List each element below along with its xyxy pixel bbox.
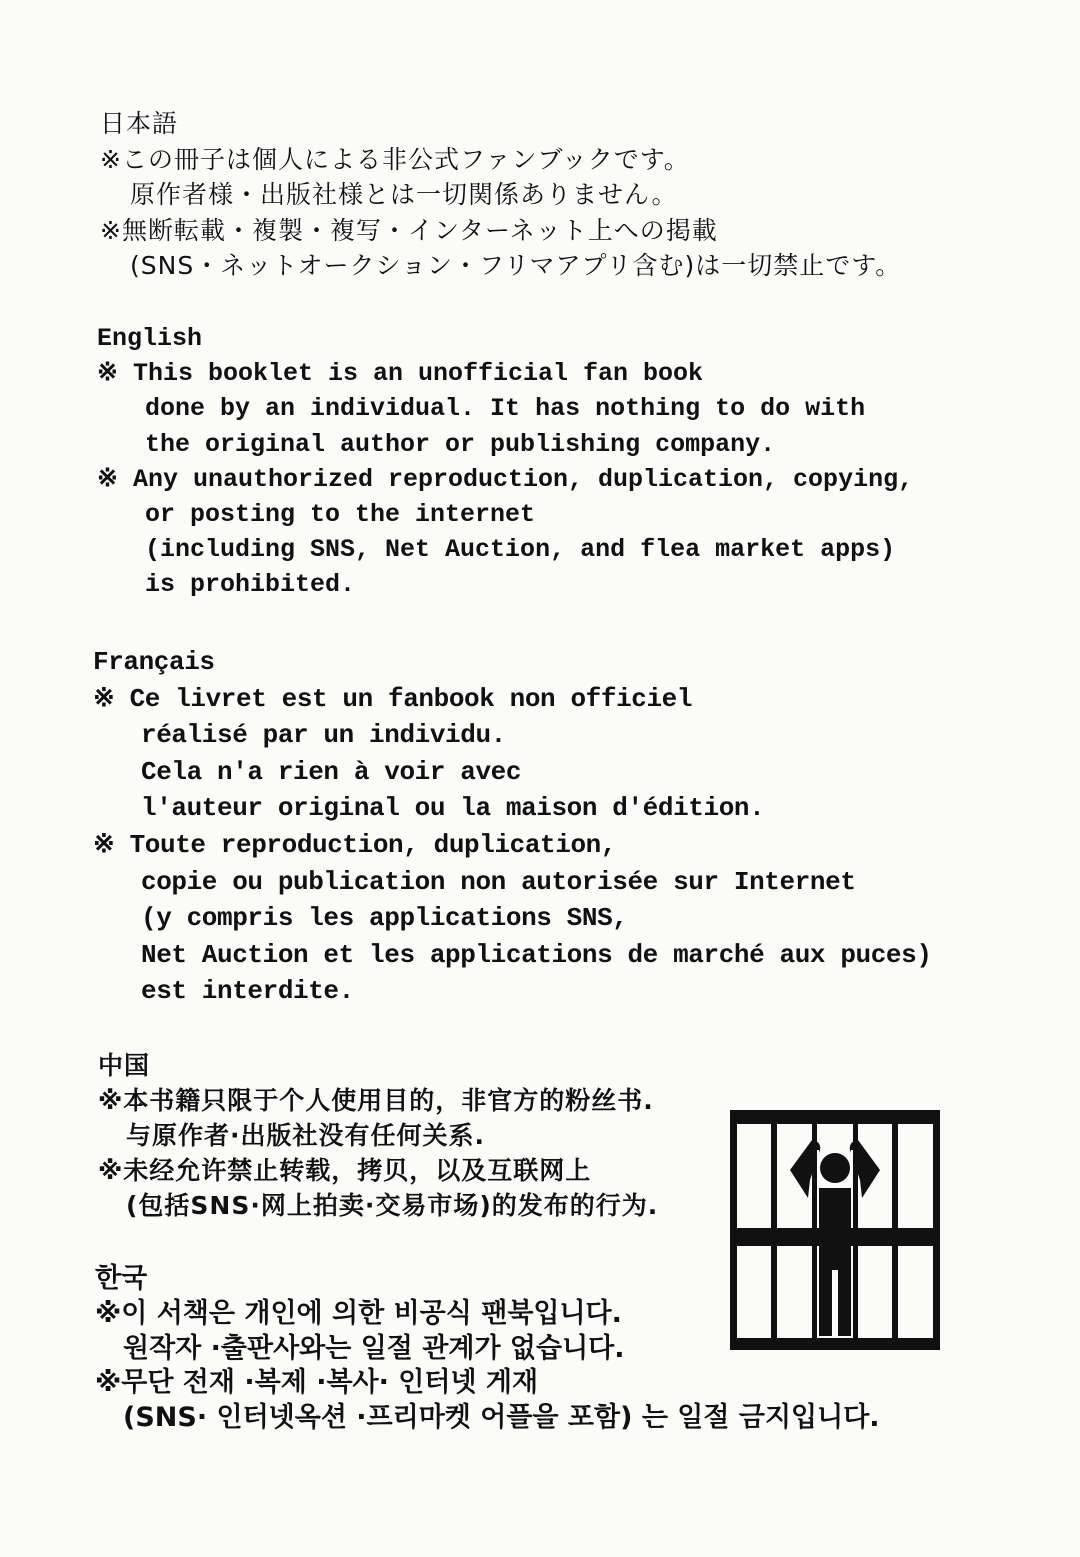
notice-line: réalisé par un individu. <box>141 720 506 751</box>
notice-line: Net Auction et les applications de marché aux puces) <box>141 939 932 970</box>
notice-line: est interdite. <box>141 976 354 1007</box>
notice-line: ※무단 전재 ·복제 ·복사· 인터넷 게재 <box>95 1367 539 1399</box>
notice-line: (SNS・ネットオークション・フリマアプリ含む)は一切禁止です。 <box>130 251 902 280</box>
notice-line: or posting to the internet <box>145 500 536 530</box>
notice-line: ※本书籍只限于个人使用目的，非官方的粉丝书. <box>98 1086 654 1115</box>
notice-line: the original author or publishing company. <box>145 429 776 459</box>
notice-line: ※ Any unauthorized reproduction, duplication, copying, <box>97 464 914 494</box>
section-heading: 中国 <box>98 1051 151 1080</box>
notice-line: (including SNS, Net Auction, and flea market apps) <box>145 535 896 565</box>
section-heading: Français <box>93 647 215 677</box>
notice-line: 원작자 ·출판사와는 일절 관계가 없습니다. <box>123 1332 625 1364</box>
section-heading: 한국 <box>95 1263 148 1294</box>
notice-line: (包括SNS·网上拍卖·交易市场)的发布的行为. <box>126 1191 659 1220</box>
notice-line: 与原作者·出版社没有任何关系. <box>126 1121 485 1150</box>
japanese-notice <box>100 106 901 284</box>
notice-line: (SNS· 인터넷옥션 ·프리마켓 어플을 포함) 는 일절 금지입니다. <box>123 1402 880 1434</box>
english-notice <box>97 321 913 603</box>
notice-line: done by an individual. It has nothing to do with <box>145 394 866 424</box>
notice-line: copie ou publication non autorisée sur Internet <box>141 866 856 897</box>
notice-line: ※이 서책은 개인에 의한 비공식 팬북입니다. <box>95 1297 622 1329</box>
notice-line: ※ This booklet is an unofficial fan book <box>97 359 704 389</box>
notice-line: ※この冊子は個人による非公式ファンブックです。 <box>100 144 690 174</box>
notice-line: 原作者様・出版社様とは一切関係ありません。 <box>130 180 678 209</box>
notice-line: Cela n'a rien à voir avec <box>141 756 522 787</box>
notice-line: (y compris les applications SNS, <box>141 903 628 934</box>
notice-line: ※無断転載・複製・複写・インターネット上への掲載 <box>100 215 718 245</box>
notice-line: l'auteur original ou la maison d'édition. <box>141 793 765 824</box>
notice-line: ※ Ce livret est un fanbook non officiel <box>93 683 693 714</box>
notice-line: ※未经允许禁止转载，拷贝，以及互联网上 <box>98 1156 592 1185</box>
prisoner-behind-bars-icon <box>730 1110 940 1350</box>
section-heading: English <box>97 324 203 353</box>
chinese-notice <box>98 1048 658 1223</box>
notice-line: ※ Toute reproduction, duplication, <box>93 829 617 860</box>
french-notice <box>93 644 932 1010</box>
notice-line: is prohibited. <box>145 570 356 600</box>
section-heading: 日本語 <box>100 109 179 138</box>
